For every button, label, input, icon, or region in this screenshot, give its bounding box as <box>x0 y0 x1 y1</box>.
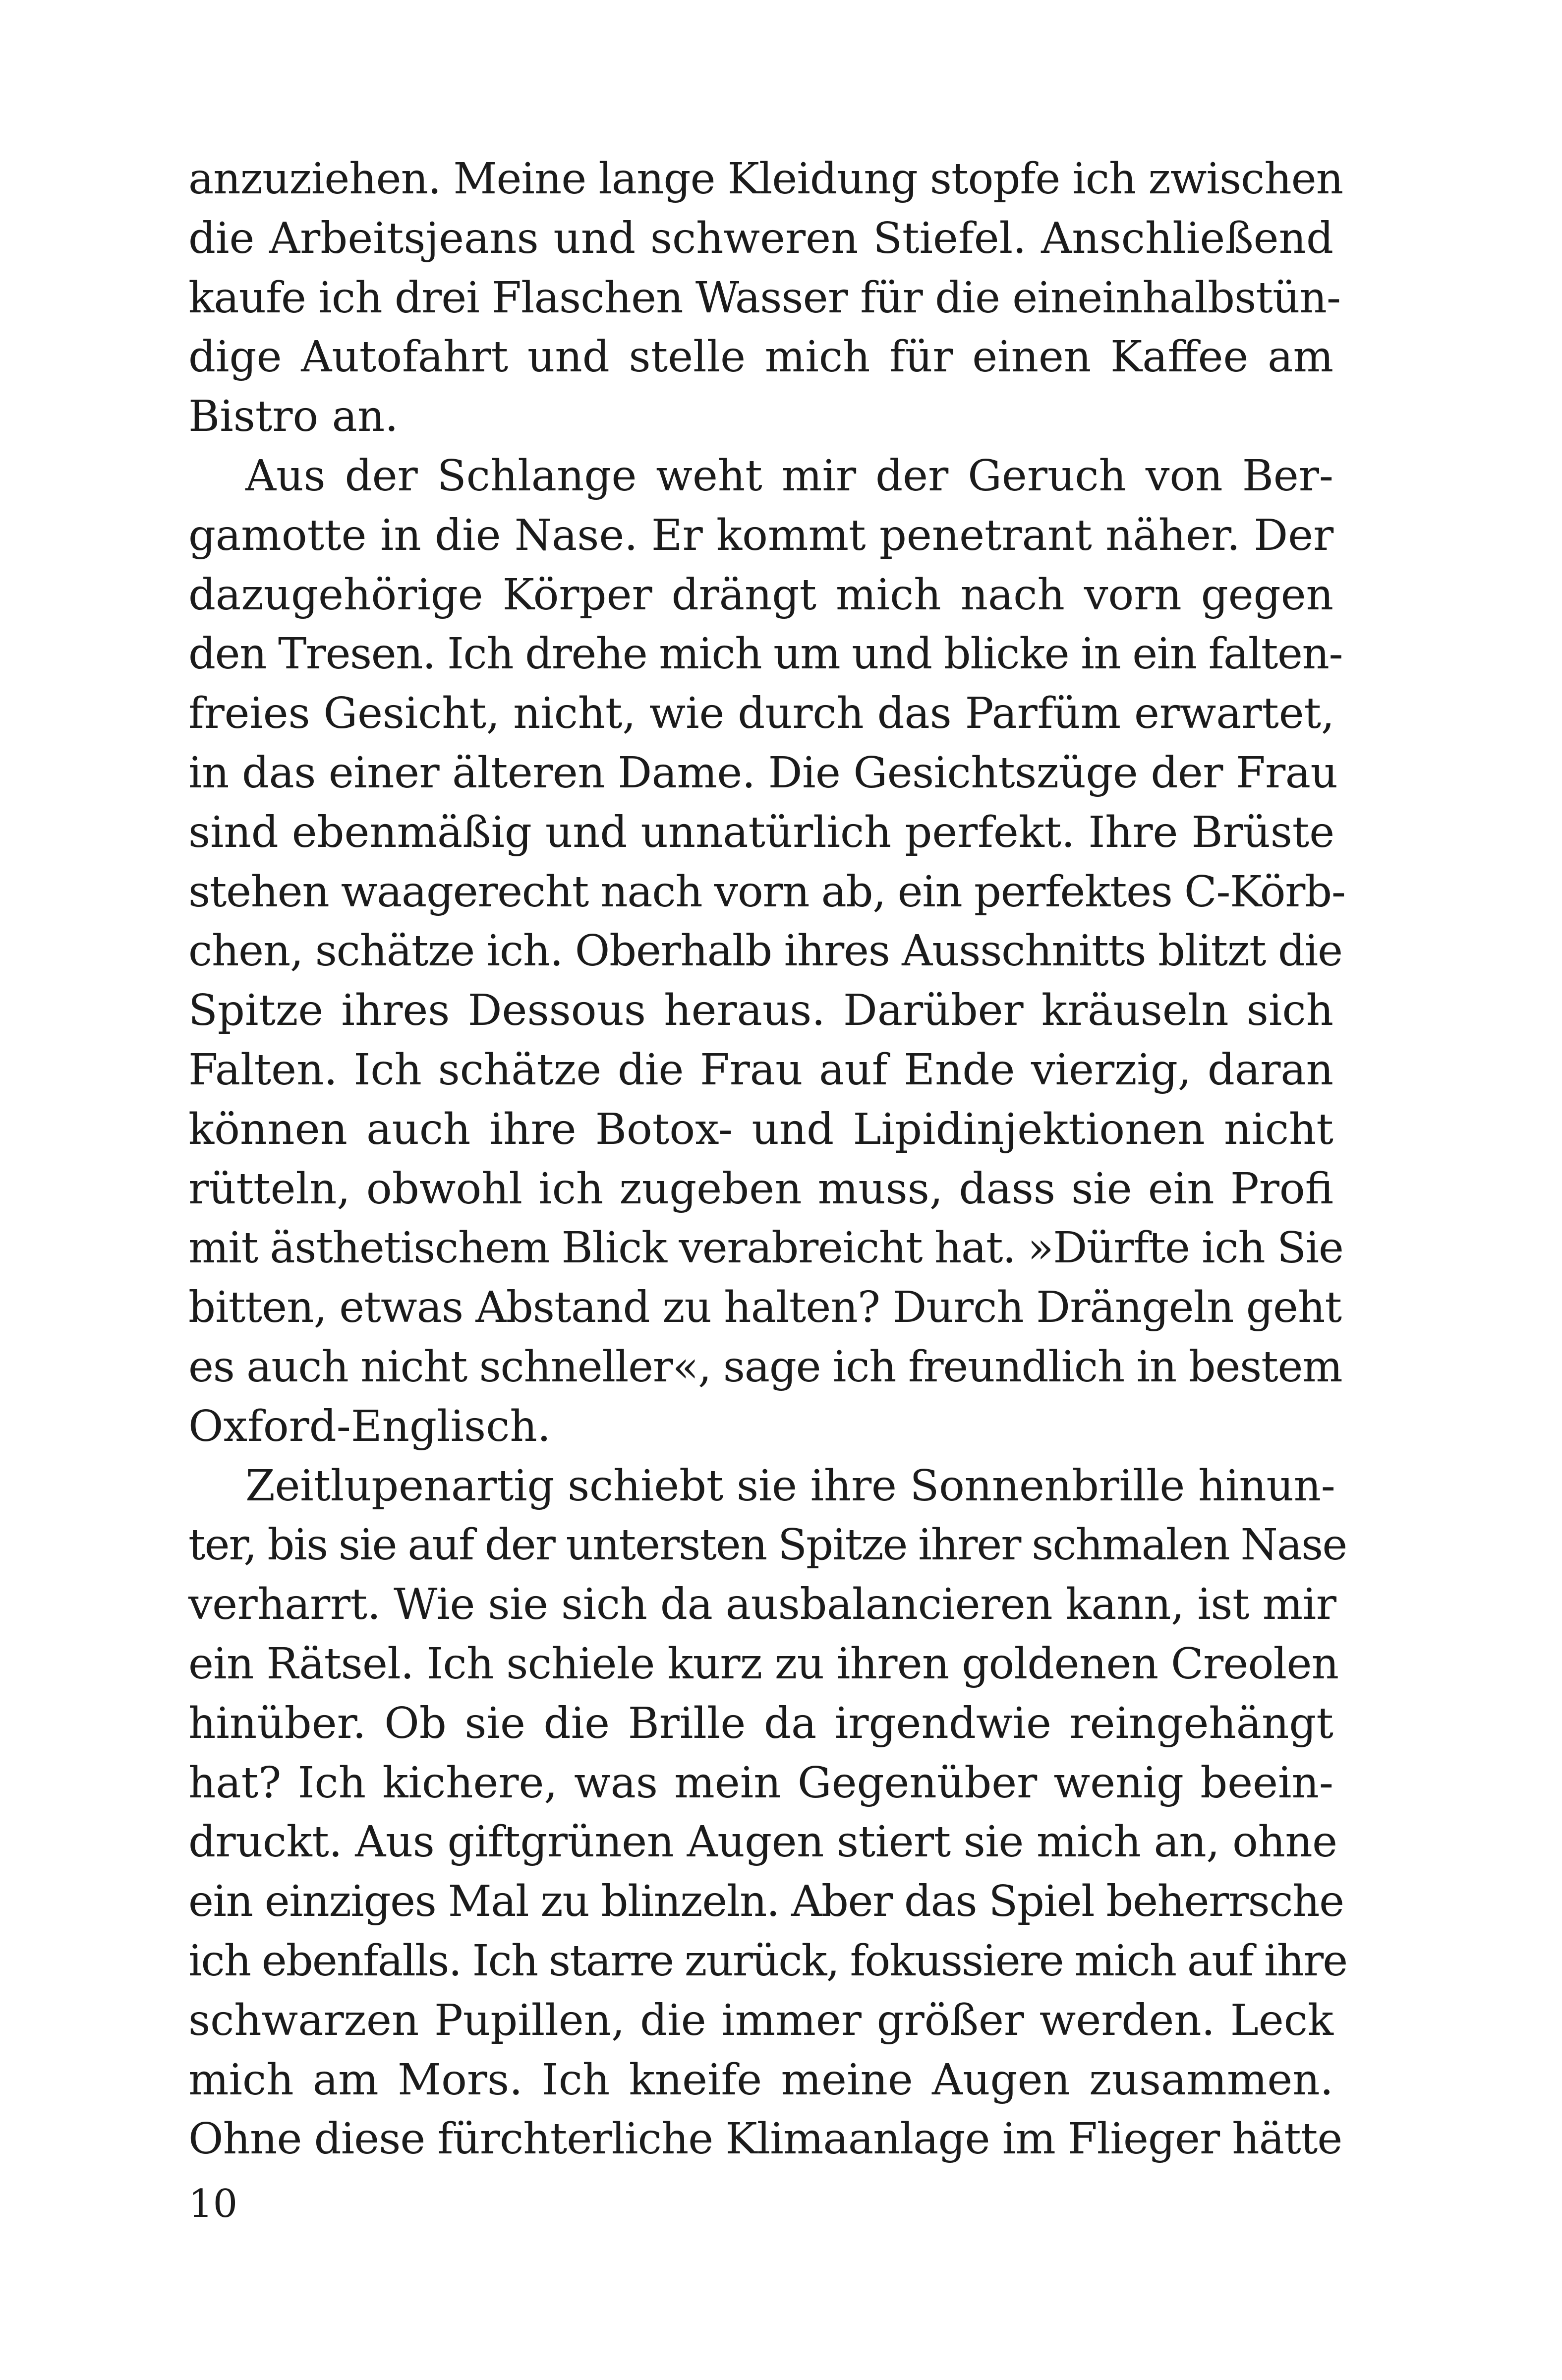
text-line: ter, bis sie auf der untersten Spitze ihrer schmalen Nase <box>188 1520 1347 1570</box>
text-line: sind ebenmäßig und unnatürlich perfekt. Ihre Brüste <box>188 807 1334 857</box>
text-line: chen, schätze ich. Oberhalb ihres Ausschnitts blitzt die <box>188 926 1342 976</box>
text-line: Oxford-Englisch. <box>188 1401 551 1451</box>
text-line: schwarzen Pupillen, die immer größer werden. Leck <box>188 1995 1333 2045</box>
text-line: es auch nicht schneller«, sage ich freundlich in bestem <box>188 1342 1342 1392</box>
text-line: freies Gesicht, nicht, wie durch das Parfüm erwartet, <box>188 689 1335 739</box>
text-line: hat? Ich kichere, was mein Gegenüber wenig beein- <box>188 1758 1333 1808</box>
text-line: können auch ihre Botox- und Lipidinjektionen nicht <box>188 1104 1333 1154</box>
page-number: 10 <box>188 2182 238 2226</box>
text-line: hinüber. Ob sie die Brille da irgendwie reingehängt <box>188 1698 1333 1748</box>
text-line: in das einer älteren Dame. Die Gesichtszüge der Frau <box>188 748 1338 798</box>
text-line: kaufe ich drei Flaschen Wasser für die eineinhalbstün- <box>188 273 1341 323</box>
text-line: dige Autofahrt und stelle mich für einen Kaffee am <box>188 332 1333 382</box>
text-line: stehen waagerecht nach vorn ab, ein perfektes C-Körb- <box>188 867 1345 917</box>
text-line: mit ästhetischem Blick verabreicht hat. »Dürfte ich Sie <box>188 1223 1343 1273</box>
text-line: Zeitlupenartig schiebt sie ihre Sonnenbrille hinun- <box>245 1461 1335 1511</box>
text-line: anzuziehen. Meine lange Kleidung stopfe ich zwischen <box>188 154 1343 204</box>
text-line: ich ebenfalls. Ich starre zurück, fokussiere mich auf ihre <box>188 1936 1347 1986</box>
text-line: Spitze ihres Dessous heraus. Darüber kräuseln sich <box>188 986 1333 1036</box>
text-line: Ohne diese fürchterliche Klimaanlage im Flieger hätte <box>188 2114 1342 2164</box>
text-line: ein Rätsel. Ich schiele kurz zu ihren goldenen Creolen <box>188 1639 1339 1689</box>
text-line: Falten. Ich schätze die Frau auf Ende vierzig, daran <box>188 1045 1333 1095</box>
text-line: Aus der Schlange weht mir der Geruch von Ber- <box>245 451 1333 501</box>
body-text <box>188 150 1347 2169</box>
text-line: Bistro an. <box>188 392 399 442</box>
text-line: druckt. Aus giftgrünen Augen stiert sie mich an, ohne <box>188 1817 1337 1867</box>
text-line: ein einziges Mal zu blinzeln. Aber das Spiel beherrsche <box>188 1877 1344 1927</box>
text-line: mich am Mors. Ich kneife meine Augen zusammen. <box>188 2055 1333 2105</box>
text-line: dazugehörige Körper drängt mich nach vorn gegen <box>188 570 1333 620</box>
text-line: rütteln, obwohl ich zugeben muss, dass sie ein Profi <box>188 1164 1333 1214</box>
text-line: die Arbeitsjeans und schweren Stiefel. Anschließend <box>188 213 1333 263</box>
text-line: verharrt. Wie sie sich da ausbalancieren kann, ist mir <box>188 1580 1336 1630</box>
text-line: gamotte in die Nase. Er kommt penetrant näher. Der <box>188 510 1334 560</box>
text-line: bitten, etwas Abstand zu halten? Durch Drängeln geht <box>188 1283 1342 1333</box>
text-line: den Tresen. Ich drehe mich um und blicke in ein falten- <box>188 629 1343 679</box>
